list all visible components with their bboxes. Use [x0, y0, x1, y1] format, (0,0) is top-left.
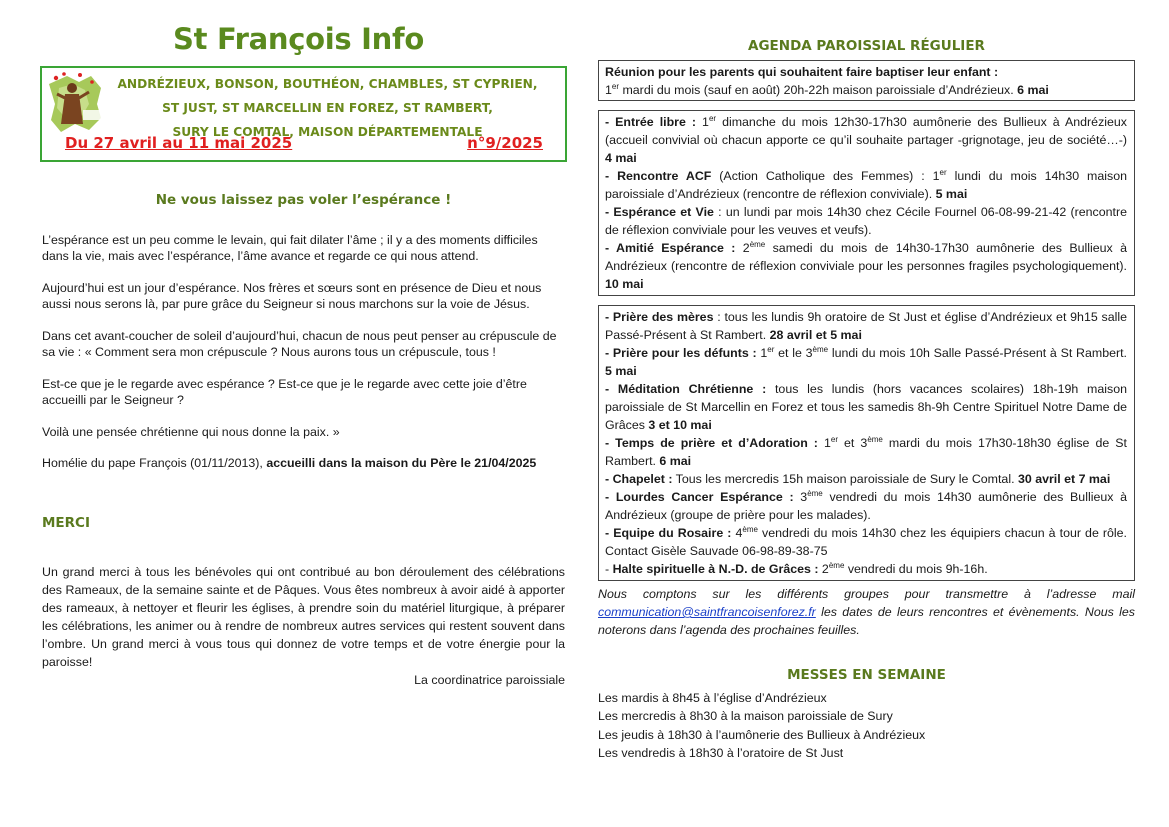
merci-text: Un grand merci à tous les bénévoles qui ont contribué au bon déroulement des célébrations des Rameaux, de la semaine sainte et de Pâques. Vous êtes nombreux à avoir aidé à apporter des rameaux, à nettoyer et fleurir les églises, à prendre soin du matériel liturgique, à préparer les célébrations, les animer ou à rendre de nombreux autres services qui restent souvent dans l’ombre. Un grand merci à vous tous qui donnez de votre temps et de votre énergie pour la paroisse! [42, 565, 565, 669]
merci-heading: MERCI [42, 515, 90, 531]
parish-logo-icon [45, 70, 103, 136]
agenda-item-defunts: - Prière pour les défunts : 1er et le 3ème lundi du mois 10h Salle Passé-Présent à St Rambert. 5 mai [605, 344, 1127, 378]
baptism-box [598, 60, 1135, 101]
baptism-heading: Réunion pour les parents qui souhaitent faire baptiser leur enfant : [605, 65, 999, 79]
agenda-item-esperance-vie: - Espérance et Vie : un lundi par mois 14h30 chez Cécile Fournel 06-08-99-21-42 (rencontre de réflexion conviviale pour les veuves et veufs). [605, 205, 1127, 237]
parish-line-1: ANDRÉZIEUX, BONSON, BOUTHÉON, CHAMBLES, ST CYPRIEN, [117, 77, 538, 91]
newsletter-title: St François Info [173, 22, 424, 56]
left-column [42, 22, 565, 689]
masses-list-item: Les vendredis à 18h30 à l’oratoire de St Just [598, 746, 844, 761]
agenda-notice: Nous comptons sur les différents groupes pour transmettre à l’adresse mail communication@saintfrancoisenforez.fr les dates de leurs rencontres et évènements. Nous les noterons dans l’agenda des prochaines feuilles. [598, 587, 1135, 637]
masses-list-item: Les jeudis à 18h30 à l’aumônerie des Bullieux à Andrézieux [598, 727, 926, 742]
parish-line-2: ST JUST, ST MARCELLIN EN FOREZ, ST RAMBERT, [162, 101, 493, 115]
article-paragraph-5: Voilà une pensée chrétienne qui nous donne la paix. » [42, 425, 340, 439]
baptism-details: 1er mardi du mois (sauf en août) 20h-22h maison paroissiale d’Andrézieux. 6 mai [605, 81, 1049, 97]
agenda-item-adoration: - Temps de prière et d’Adoration : 1er et 3ème mardi du mois 17h30-18h30 église de St Rambert. 6 mai [605, 434, 1127, 468]
masses-heading: MESSES EN SEMAINE [787, 667, 946, 683]
masthead-box [40, 66, 567, 162]
agenda-item-lourdes: - Lourdes Cancer Espérance : 3ème vendredi du mois 14h30 aumônerie des Bullieux à Andrézieux (groupe de prière pour les malades). [605, 488, 1128, 522]
agenda-item-amitie: - Amitié Espérance : 2ème samedi du mois de 14h30-17h30 aumônerie des Bullieux à Andrézieux (rencontre de réflexion conviviale pour les personnes fragiles psychologiquement). 10 mai [605, 239, 1127, 291]
parish-line-3: SURY LE COMTAL, MAISON DÉPARTEMENTALE [172, 125, 483, 139]
prayer-box [598, 305, 1135, 581]
issue-number: n°9/2025 [467, 134, 543, 152]
meetings-box [598, 110, 1135, 296]
article-paragraph-2: Aujourd’hui est un jour d’espérance. Nos frères et sœurs sont en présence de Dieu et nous aussi nous serons là, par pure grâce du Seigneur si nous marchons sur la voie de Jésus. [42, 281, 542, 311]
source-text: Homélie du pape François (01/11/2013), [42, 456, 267, 470]
article-paragraph-3: Dans cet avant-coucher de soleil d’aujourd’hui, chacun de nous peut penser au crépuscule de sa vie : « Comment sera mon crépuscule ? Nous aurons tous un crépuscule, tous ! [42, 329, 557, 359]
agenda-item-rosaire: - Equipe du Rosaire : 4ème vendredi du mois 14h30 chez les équipiers chacun à tour de rôle. Contact Gisèle Sauvade 06-98-89-38-75 [605, 524, 1127, 558]
agenda-item-meditation: - Méditation Chrétienne : tous les lundis (hors vacances scolaires) 18h-19h maison paroissiale de St Marcellin en Forez et tous les samedis 8h-9h Centre Spirituel Notre Dame de Grâces 3 et 10 mai [605, 382, 1127, 432]
agenda-title: AGENDA PAROISSIAL RÉGULIER [748, 38, 985, 54]
source-bold-text: accueilli dans la maison du Père le 21/04/2025 [266, 456, 537, 470]
contact-email-link[interactable]: communication@saintfrancoisenforez.fr [598, 605, 816, 619]
masses-list-item: Les mercredis à 8h30 à la maison paroissiale de Sury [598, 709, 893, 724]
agenda-item-chapelet: - Chapelet : Tous les mercredis 15h maison paroissiale de Sury le Comtal. 30 avril et 7 mai [605, 472, 1111, 486]
right-column [598, 38, 1135, 763]
article-paragraph-1: L’espérance est un peu comme le levain, qui fait dilater l’âme ; il y a des moments difficiles dans la vie, mais avec l’espérance, l’âme avance et regarde ce qui nous attend. [42, 233, 538, 263]
merci-signature: La coordinatrice paroissiale [414, 673, 565, 687]
article-source [42, 455, 565, 471]
issue-dates: Du 27 avril au 11 mai 2025 [65, 134, 293, 152]
masses-list-item: Les mardis à 8h45 à l’église d’Andrézieux [598, 691, 827, 705]
masses-list [598, 689, 1135, 763]
agenda-item-acf: - Rencontre ACF (Action Catholique des Femmes) : 1er lundi du mois 14h30 maison paroissiale d’Andrézieux (rencontre de réflexion conviviale). 5 mai [605, 167, 1128, 201]
agenda-item-meres: - Prière des mères : tous les lundis 9h oratoire de St Just et église d’Andrézieux et 9h15 salle Passé-Présent à St Rambert. 28 avril et 5 mai [605, 310, 1127, 342]
agenda-item-entree-libre: - Entrée libre : 1er dimanche du mois 12h30-17h30 aumônerie des Bullieux à Andrézieux (accueil convivial où chacun apporte ce qu’il souhaite partager -grignotage, jeu de société…-) 4 mai [605, 113, 1127, 165]
article-paragraph-4: Est-ce que je le regarde avec espérance ? Est-ce que je le regarde avec cette joie d’être accueilli par le Seigneur ? [42, 377, 527, 407]
article-title: Ne vous laissez pas voler l’espérance ! [155, 192, 452, 208]
agenda-item-halte: - Halte spirituelle à N.-D. de Grâces : 2ème vendredi du mois 9h-16h. [605, 560, 988, 576]
